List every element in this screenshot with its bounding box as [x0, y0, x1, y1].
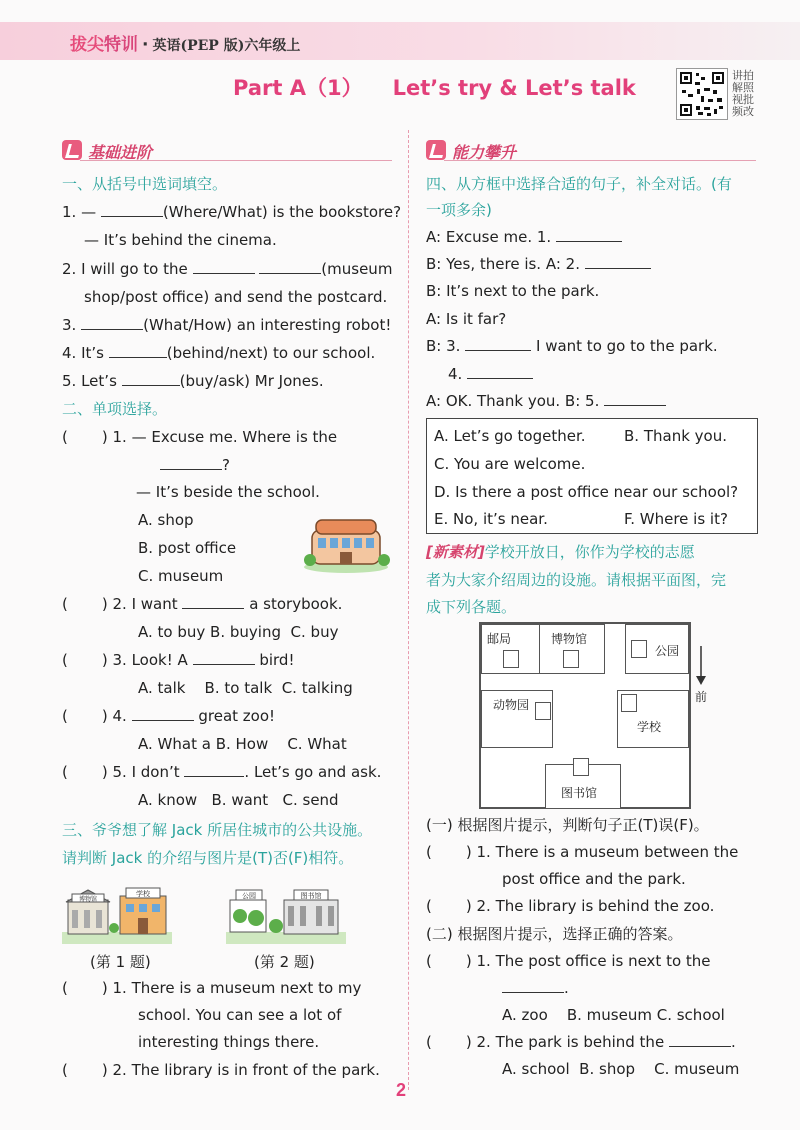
answer-blank[interactable] — [502, 978, 564, 993]
trophy-icon — [426, 140, 446, 160]
qr-code[interactable] — [676, 68, 728, 120]
map-label-post-office: 邮局 — [487, 632, 512, 646]
map-label-museum: 博物馆 — [551, 632, 588, 646]
answer-blank[interactable] — [193, 259, 255, 274]
dialog-line-3: B: It’s next to the park. — [426, 282, 600, 300]
option-c: C. You are welcome. — [434, 455, 586, 473]
title-part: Part A（1） — [233, 76, 363, 100]
brand-name-b: 特训 — [104, 35, 138, 55]
s2-q5-options: A. know B. want C. send — [138, 791, 339, 809]
option: A. shop — [138, 511, 194, 529]
answer-blank[interactable] — [122, 371, 180, 386]
pic2-label-park: 公园 — [242, 892, 256, 900]
s1-q2: 2. I will go to the (museum — [62, 260, 393, 278]
s2-q2: ( ) 2. I want a storybook. — [62, 595, 343, 613]
s2-q1: ( ) 1. — Excuse me. Where is the — [62, 428, 338, 446]
s3-title-2: 请判断 Jack 的介绍与图片是(T)否(F)相符。 — [62, 849, 354, 867]
s3-q1-line2: school. You can see a lot of — [138, 1006, 342, 1024]
pic1-label-school: 学校 — [136, 890, 150, 898]
brand — [70, 30, 300, 55]
s2-q3-options: A. talk B. to talk C. talking — [138, 679, 353, 697]
s4-title-2: 一项多余) — [426, 201, 492, 219]
museum-building-picture — [302, 512, 390, 574]
s2-q4: ( ) 4. great zoo! — [62, 707, 276, 725]
dialog-line-2: B: Yes, there is. A: 2. — [426, 254, 651, 274]
s5b-q1-options: A. zoo B. museum C. school — [502, 1006, 725, 1024]
qr-caption: 讲拍 解照 视批 频改 — [732, 69, 754, 118]
s2-q3: ( ) 3. Look! A bird! — [62, 651, 295, 669]
option-a: A. Let’s go together. — [434, 427, 586, 445]
s1-title: 一、从括号中选词填空。 — [62, 175, 228, 193]
s5a-q1-line2: post office and the park. — [502, 870, 686, 888]
s5a-q2: ( ) 2. The library is behind the zoo. — [426, 897, 715, 915]
page-number: 2 — [396, 1080, 407, 1100]
map-label-zoo: 动物园 — [493, 698, 530, 712]
option: B. post office — [138, 539, 237, 557]
answer-blank[interactable] — [465, 336, 531, 351]
s5b-q2-options: A. school B. shop C. museum — [502, 1060, 740, 1078]
s1-q4: 4. It’s (behind/next) to our school. — [62, 344, 376, 362]
floor-plan-map — [479, 622, 691, 809]
s5-title-3: 成下列各题。 — [426, 598, 517, 616]
pic2-label-library: 图书馆 — [300, 892, 322, 900]
answer-blank[interactable] — [556, 227, 622, 242]
s5b-q2: ( ) 2. The park is behind the . — [426, 1033, 736, 1051]
pic1-caption: (第 1 题) — [90, 953, 151, 971]
s5-title-2: 者为大家介绍周边的设施。请根据平面图，完 — [426, 571, 727, 589]
map-label-library: 图书馆 — [561, 786, 598, 800]
answer-blank[interactable] — [182, 594, 244, 609]
option-d: D. Is there a post office near our school? — [434, 483, 739, 501]
picture-park-library — [226, 886, 346, 944]
s2-q5: ( ) 5. I don’t . Let’s go and ask. — [62, 763, 382, 781]
s1-q3: 3. (What/How) an interesting robot! — [62, 316, 392, 334]
answer-blank[interactable] — [81, 315, 143, 330]
pic2-caption: (第 2 题) — [254, 953, 315, 971]
map-label-school: 学校 — [637, 720, 662, 734]
answer-blank[interactable] — [109, 343, 167, 358]
pic1-label-museum: 博物馆 — [78, 896, 98, 903]
picture-museum-school — [62, 886, 172, 944]
answer-blank[interactable] — [467, 364, 533, 379]
s5b-title: (二) 根据图片提示，选择正确的答案。 — [426, 925, 683, 943]
brand-separator: · — [142, 35, 149, 55]
dialog-line-6: 4. — [448, 364, 533, 384]
dialog-line-7: A: OK. Thank you. B: 5. — [426, 391, 666, 411]
dialog-line-1: A: Excuse me. 1. — [426, 227, 622, 247]
s5b-q1-blank: . — [502, 978, 569, 998]
option-b: B. Thank you. — [624, 427, 727, 445]
map-label-park: 公园 — [655, 644, 680, 658]
option-f: F. Where is it? — [624, 510, 728, 528]
s2-q1-reply: — It’s beside the school. — [136, 483, 320, 501]
s4-title-1: 四、从方框中选择合适的句子，补全对话。(有 — [426, 175, 732, 193]
answer-blank[interactable] — [193, 650, 255, 665]
s2-q2-options: A. to buy B. buying C. buy — [138, 623, 339, 641]
answer-blank[interactable] — [101, 202, 163, 217]
s5a-q1: ( ) 1. There is a museum between the — [426, 843, 739, 861]
answer-blank[interactable] — [160, 455, 222, 470]
s1-q2-cont: shop/post office) and send the postcard. — [84, 288, 388, 306]
s1-q1: 1. — (Where/What) is the bookstore? — [62, 203, 402, 221]
option-e: E. No, it’s near. — [434, 510, 548, 528]
column-divider — [408, 130, 409, 1090]
s5a-title: (一) 根据图片提示，判断句子正(T)误(F)。 — [426, 816, 709, 834]
title-topic: Let’s try & Let’s talk — [392, 76, 636, 100]
page-title — [233, 72, 636, 102]
dialog-line-5: B: 3. I want to go to the park. — [426, 337, 718, 355]
answer-blank[interactable] — [604, 391, 666, 406]
s5b-q1: ( ) 1. The post office is next to the — [426, 952, 711, 970]
s2-q4-options: A. What a B. How C. What — [138, 735, 347, 753]
qr-code-icon — [677, 69, 727, 119]
answer-blank[interactable] — [669, 1032, 731, 1047]
new-material-tag: [新素材] — [426, 543, 485, 561]
option: C. museum — [138, 567, 224, 585]
pencil-icon — [62, 140, 82, 160]
s2-title: 二、单项选择。 — [62, 400, 168, 418]
s3-q1-line3: interesting things there. — [138, 1033, 320, 1051]
s3-q1: ( ) 1. There is a museum next to my — [62, 979, 362, 997]
brand-name-a: 拔尖 — [70, 35, 104, 55]
dialog-line-4: A: Is it far? — [426, 310, 507, 328]
s1-q5: 5. Let’s (buy/ask) Mr Jones. — [62, 372, 324, 390]
map-front-label: 前 — [695, 690, 708, 704]
answer-blank[interactable] — [184, 762, 244, 777]
s1-q1-reply: — It’s behind the cinema. — [84, 231, 277, 249]
answer-blank[interactable] — [259, 259, 321, 274]
section-header-advanced: 能力攀升 — [426, 138, 756, 164]
answer-blank[interactable] — [585, 254, 651, 269]
section-header-basic: 基础进阶 — [62, 138, 392, 164]
s3-title-1: 三、爷爷想了解 Jack 所居住城市的公共设施。 — [62, 821, 373, 839]
book-subtitle: 英语(PEP 版)六年级上 — [152, 38, 301, 54]
arrow-down-icon — [694, 646, 708, 686]
s2-q1-blank: ? — [160, 455, 230, 475]
s5-title-1: [新素材]学校开放日，你作为学校的志愿 — [426, 543, 695, 561]
s3-q2: ( ) 2. The library is in front of the park. — [62, 1061, 380, 1079]
answer-blank[interactable] — [132, 706, 194, 721]
